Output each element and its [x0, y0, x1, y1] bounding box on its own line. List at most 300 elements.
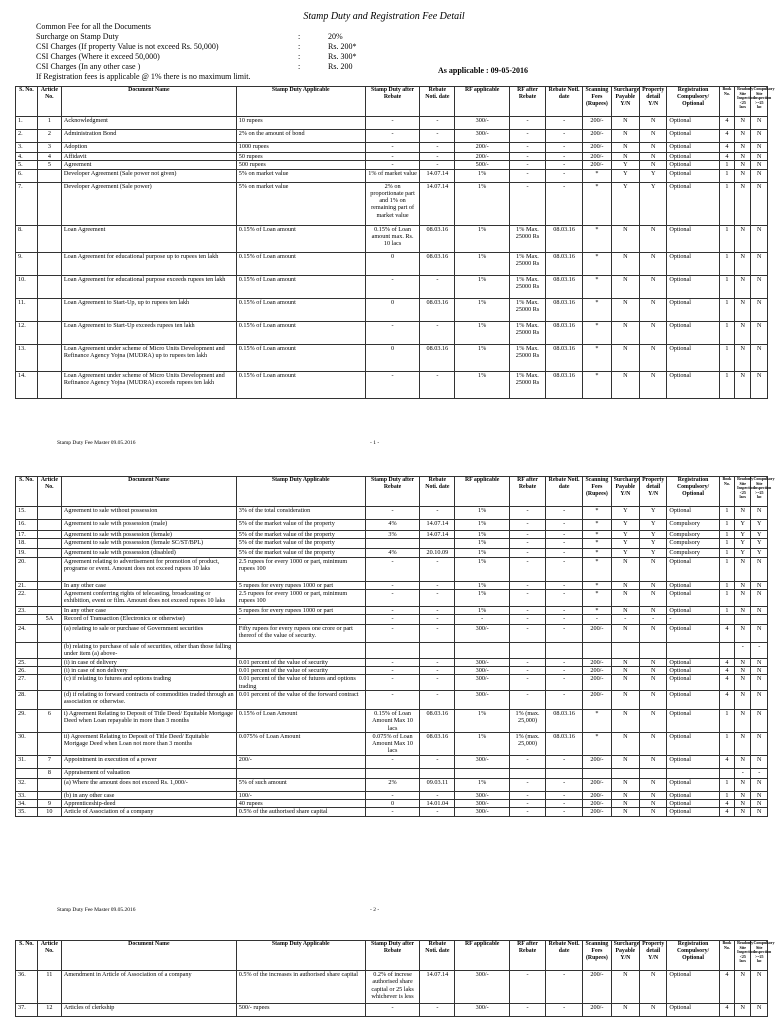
table-cell: 200/- — [583, 971, 611, 1004]
table-cell: Y — [611, 169, 639, 182]
table-cell: 1 — [719, 371, 734, 398]
table-cell: N — [611, 1004, 639, 1017]
table-cell: 200/- — [583, 755, 611, 768]
table-cell: 14.07.14 — [420, 531, 455, 539]
table-cell: Affidavit — [61, 153, 236, 161]
document-title: Stamp Duty and Registration Fee Detail — [303, 11, 465, 22]
table-cell: N — [751, 557, 768, 581]
page-footer: Stamp Duty Fee Master 09.05.2016 — [57, 907, 136, 913]
table-cell: 1% — [455, 606, 510, 614]
table-row — [16, 549, 768, 557]
table-cell: 1% of market value — [365, 169, 420, 182]
table-cell: * — [583, 709, 611, 732]
table-cell: - — [546, 182, 583, 225]
table-cell: - — [509, 1004, 545, 1017]
table-cell: N — [611, 667, 639, 675]
table-cell: 6 — [37, 709, 61, 732]
fee-label: CSI Charges (In any other case ) — [36, 62, 141, 71]
table-cell: N — [751, 130, 768, 143]
table-cell: N — [640, 755, 667, 768]
table-cell: N — [640, 321, 667, 344]
table-cell: Optional — [667, 321, 719, 344]
table-cell: 200/- — [583, 117, 611, 130]
table-cell: * — [583, 549, 611, 557]
table-cell: - — [611, 615, 639, 625]
table-cell: 1% Max. 25000 Rs — [509, 321, 545, 344]
table-cell — [546, 643, 583, 659]
table-cell: N — [735, 581, 751, 589]
table-cell: Agreement to sale with possession (female) — [61, 531, 236, 539]
table-cell: N — [751, 732, 768, 755]
table-cell: (d) if relating to forward contracts of commodities traded through an association or otherwise. — [61, 690, 236, 709]
table-cell: 33. — [16, 791, 38, 799]
table-cell: * — [583, 252, 611, 275]
table-cell: 1 — [719, 225, 734, 252]
table-cell: 1 — [37, 117, 61, 130]
table-cell: Optional — [667, 252, 719, 275]
table-cell: N — [735, 169, 751, 182]
table-cell: 2% on the amount of bond — [236, 130, 365, 143]
table-cell: - — [509, 755, 545, 768]
table-cell: - — [546, 549, 583, 557]
table-cell: 08.03.16 — [546, 298, 583, 321]
table-cell: - — [546, 778, 583, 791]
table-cell: 300/- — [455, 755, 510, 768]
table-cell: N — [735, 625, 751, 643]
table-cell: 5A — [37, 615, 61, 625]
table-cell: Y — [640, 549, 667, 557]
table-cell: Loan Agreement to Start-Up, up to rupees ten lakh — [61, 298, 236, 321]
table-cell: 5% of the market value of the property — [236, 549, 365, 557]
stamp-duty-table-page-2 — [15, 476, 775, 817]
table-cell: - — [509, 658, 545, 666]
table-cell: 0.075% of Loan Amount Max 10 lacs — [365, 732, 420, 755]
table-cell: (a) Where the amount does not exceed Rs. 1,000/- — [61, 778, 236, 791]
table-cell: 4 — [719, 658, 734, 666]
table-cell: Agreement to sale with possession (male) — [61, 520, 236, 531]
table-row — [16, 1004, 768, 1017]
table-cell: 5% of such amount — [236, 778, 365, 791]
table-cell: Y — [735, 531, 751, 539]
column-header: Compulsory Site Inspection >=25 lac — [751, 941, 768, 971]
table-cell: 1. — [16, 117, 38, 130]
table-cell — [37, 658, 61, 666]
table-cell: 4 — [719, 755, 734, 768]
table-cell: N — [640, 298, 667, 321]
table-cell: - — [546, 539, 583, 549]
table-cell: Optional — [667, 507, 719, 520]
table-cell: i) Agreement Relating to Deposit of Title Deed/ Equitable Mortgage Deed when Loan repayable in more than 3 months — [61, 709, 236, 732]
table-row — [16, 581, 768, 589]
table-cell: 500 rupees — [236, 161, 365, 169]
table-row — [16, 667, 768, 675]
table-cell: - — [420, 143, 455, 153]
table-cell: 2% — [365, 778, 420, 791]
table-cell: 1 — [719, 252, 734, 275]
table-cell: - — [365, 690, 420, 709]
table-cell: 4 — [719, 117, 734, 130]
table-row — [16, 615, 768, 625]
table-cell: Optional — [667, 371, 719, 398]
table-cell: 2.5 rupees for every 1000 or part, minimum rupees 100 — [236, 557, 365, 581]
table-cell — [37, 643, 61, 659]
table-cell: Y — [611, 520, 639, 531]
table-cell: - — [420, 1004, 455, 1017]
table-cell — [583, 768, 611, 778]
table-cell: 08.03.16 — [420, 709, 455, 732]
table-cell: N — [751, 169, 768, 182]
table-cell: Administration Bond — [61, 130, 236, 143]
table-cell: 300/- — [455, 117, 510, 130]
table-cell: 4 — [37, 153, 61, 161]
table-cell: 4 — [719, 808, 734, 816]
column-header: RF applicable — [455, 87, 510, 117]
table-cell: - — [583, 615, 611, 625]
table-cell: 0.15% of Loan amount — [236, 371, 365, 398]
fee-value: Rs. 200* — [328, 42, 357, 51]
table-cell: N — [735, 1004, 751, 1017]
table-cell: - — [509, 161, 545, 169]
table-cell: N — [735, 344, 751, 371]
table-cell: 300/- — [455, 808, 510, 816]
table-cell: N — [735, 252, 751, 275]
table-row — [16, 275, 768, 298]
table-header-row — [16, 477, 768, 507]
table-cell: N — [611, 143, 639, 153]
table-cell: Optional — [667, 971, 719, 1004]
table-row — [16, 130, 768, 143]
table-cell: 0 — [365, 344, 420, 371]
table-cell: 09.03.11 — [420, 778, 455, 791]
table-cell: N — [735, 690, 751, 709]
table-cell — [37, 539, 61, 549]
table-cell: Y — [751, 539, 768, 549]
table-cell: 16. — [16, 520, 38, 531]
table-row — [16, 557, 768, 581]
table-cell: Loan Agreement under scheme of Micro Units Development and Refinance Agency Yojna (MUDRA) exceeds rupees ten lakh — [61, 371, 236, 398]
table-cell: 1% (max. 25,000) — [509, 709, 545, 732]
table-cell: 200/- — [583, 690, 611, 709]
column-header: Article No. — [37, 87, 61, 117]
fee-line — [36, 62, 438, 72]
table-cell: Y — [640, 520, 667, 531]
table-cell: N — [611, 791, 639, 799]
table-cell: N — [751, 971, 768, 1004]
table-cell: 35. — [16, 808, 38, 816]
table-cell: Developer Agreement (Sale power not given) — [61, 169, 236, 182]
table-cell: 36. — [16, 971, 38, 1004]
table-cell: 1000 rupees — [236, 143, 365, 153]
table-cell: 4. — [16, 153, 38, 161]
table-cell: 4 — [719, 143, 734, 153]
table-cell: N — [611, 298, 639, 321]
table-cell — [16, 643, 38, 659]
table-cell: - — [546, 130, 583, 143]
fee-value: Rs. 300* — [328, 52, 357, 61]
table-cell: * — [583, 557, 611, 581]
table-cell: Y — [751, 549, 768, 557]
table-cell: - — [546, 690, 583, 709]
table-cell: 300/- — [455, 791, 510, 799]
table-cell: 5% of the market value of the property — [236, 539, 365, 549]
table-cell: 1 — [719, 778, 734, 791]
table-cell: 15. — [16, 507, 38, 520]
table-cell: 1 — [719, 581, 734, 589]
table-cell: 0.15% of Loan amount max. Rs. 10 lacs — [365, 225, 420, 252]
table-cell: 0.15% of Loan Amount Max 10 lacs — [365, 709, 420, 732]
table-cell: 300/- — [455, 971, 510, 1004]
table-cell: - — [455, 615, 510, 625]
table-cell — [611, 768, 639, 778]
table-cell: 200/- — [583, 791, 611, 799]
table-cell: - — [365, 161, 420, 169]
table-cell: 1% — [455, 520, 510, 531]
column-header: Book No. — [719, 941, 734, 971]
table-cell — [365, 768, 420, 778]
table-cell: - — [509, 557, 545, 581]
table-cell: - — [509, 169, 545, 182]
table-cell: 4 — [719, 675, 734, 691]
table-cell: - — [751, 768, 768, 778]
table-cell — [37, 732, 61, 755]
table-cell: 1% Max. 25000 Rs — [509, 252, 545, 275]
table-cell: 34. — [16, 800, 38, 808]
table-cell: 200/- — [583, 625, 611, 643]
table-row — [16, 675, 768, 691]
table-cell: - — [509, 520, 545, 531]
table-cell: * — [583, 581, 611, 589]
table-cell: N — [735, 225, 751, 252]
column-header: Compulsory Site Inspection >=25 lac — [751, 87, 768, 117]
table-cell: N — [611, 275, 639, 298]
table-cell: 17. — [16, 531, 38, 539]
column-header: Surcharge Payable Y/N — [611, 941, 639, 971]
table-cell: 5 — [37, 161, 61, 169]
table-header-row — [16, 941, 768, 971]
page-number: - 2 - — [370, 907, 380, 913]
table-cell: * — [583, 589, 611, 606]
table-cell: 25. — [16, 658, 38, 666]
table-cell: - — [546, 153, 583, 161]
table-cell: N — [735, 161, 751, 169]
table-cell: Optional — [667, 808, 719, 816]
table-cell — [719, 643, 734, 659]
table-cell: N — [640, 690, 667, 709]
table-cell: 1 — [719, 507, 734, 520]
table-cell: 9 — [37, 800, 61, 808]
table-cell: Amendment in Article of Association of a company — [61, 971, 236, 1004]
table-cell: N — [735, 971, 751, 1004]
table-cell: * — [583, 732, 611, 755]
table-cell: 0.15% of Loan amount — [236, 344, 365, 371]
table-row — [16, 539, 768, 549]
table-cell: 0.15% of Loan amount — [236, 252, 365, 275]
table-cell: - — [546, 557, 583, 581]
table-cell: N — [611, 371, 639, 398]
table-cell: N — [735, 589, 751, 606]
table-cell: 08.03.16 — [546, 225, 583, 252]
table-cell: - — [420, 667, 455, 675]
table-cell: - — [509, 606, 545, 614]
table-cell: Compulsory — [667, 531, 719, 539]
table-cell: Optional — [667, 298, 719, 321]
table-cell: 200/- — [583, 130, 611, 143]
table-cell: - — [420, 625, 455, 643]
table-cell: (b) in any other case — [61, 791, 236, 799]
table-cell: 200/- — [583, 658, 611, 666]
table-cell: Articles of clerkship — [61, 1004, 236, 1017]
fee-colon: : — [298, 52, 301, 61]
table-cell: Loan Agreement for educational purpose exceeds rupees ten lakh — [61, 275, 236, 298]
table-cell — [509, 768, 545, 778]
column-header: Article No. — [37, 477, 61, 507]
table-cell: 1 — [719, 275, 734, 298]
table-cell: Apprenticeship-deed — [61, 800, 236, 808]
table-row — [16, 225, 768, 252]
table-row — [16, 732, 768, 755]
table-cell — [37, 275, 61, 298]
table-cell — [37, 791, 61, 799]
table-cell: 1% — [455, 298, 510, 321]
table-cell — [37, 625, 61, 643]
table-cell: 08.03.16 — [420, 252, 455, 275]
table-cell: N — [751, 589, 768, 606]
table-cell: (i) in case of delivery — [61, 658, 236, 666]
table-cell: N — [640, 808, 667, 816]
table-cell: Compulsory — [667, 539, 719, 549]
table-cell: - — [546, 589, 583, 606]
table-cell: 22. — [16, 589, 38, 606]
table-cell: 12. — [16, 321, 38, 344]
table-cell: 40 rupees — [236, 800, 365, 808]
table-cell: N — [735, 507, 751, 520]
table-cell: 1 — [719, 589, 734, 606]
table-cell: - — [509, 667, 545, 675]
table-cell: (i) in case of non delivery — [61, 667, 236, 675]
table-row — [16, 298, 768, 321]
table-cell: 1% Max. 25000 Rs — [509, 225, 545, 252]
table-cell: N — [751, 225, 768, 252]
table-cell: 5% of the market value of the property — [236, 531, 365, 539]
column-header: S. No. — [16, 477, 38, 507]
table-cell: N — [640, 153, 667, 161]
table-cell: N — [735, 371, 751, 398]
table-cell: Compulsory — [667, 549, 719, 557]
column-header: RF after Rebate — [509, 477, 545, 507]
table-cell: 9. — [16, 252, 38, 275]
table-cell — [37, 589, 61, 606]
table-cell: - — [420, 321, 455, 344]
table-cell: N — [751, 581, 768, 589]
table-cell: N — [640, 557, 667, 581]
table-cell: 23. — [16, 606, 38, 614]
table-cell: 4 — [719, 800, 734, 808]
table-cell — [37, 557, 61, 581]
table-cell: 200/- — [583, 675, 611, 691]
table-cell: N — [751, 143, 768, 153]
table-cell: Fifty rupees for every rupees one crore or part thereof of the value of security. — [236, 625, 365, 643]
fee-colon: : — [298, 62, 301, 71]
table-cell: 14.07.14 — [420, 520, 455, 531]
table-cell: N — [751, 117, 768, 130]
table-cell: 200/- — [583, 667, 611, 675]
table-cell: N — [751, 252, 768, 275]
table-cell: 5. — [16, 161, 38, 169]
table-cell: - — [365, 153, 420, 161]
table-row — [16, 791, 768, 799]
fee-line — [36, 42, 438, 52]
table-cell: N — [640, 971, 667, 1004]
table-cell: Y — [611, 182, 639, 225]
table-cell: - — [751, 643, 768, 659]
table-cell: 4% — [365, 520, 420, 531]
table-cell: N — [735, 755, 751, 768]
column-header: Surcharge Payable Y/N — [611, 477, 639, 507]
table-cell: 13. — [16, 344, 38, 371]
column-header: RF after Rebate — [509, 941, 545, 971]
column-header: Stamp Duty after Rebate — [365, 477, 420, 507]
table-row — [16, 625, 768, 643]
table-cell — [420, 768, 455, 778]
table-cell: - — [735, 768, 751, 778]
table-cell: Y — [640, 182, 667, 225]
table-cell: N — [735, 658, 751, 666]
table-cell: 1 — [719, 321, 734, 344]
fee-colon: : — [298, 32, 301, 41]
table-cell: 1 — [719, 161, 734, 169]
column-header: Rebate Noti. date — [420, 941, 455, 971]
table-cell: Loan Agreement to Start-Up exceeds rupees ten lakh — [61, 321, 236, 344]
table-cell: - — [509, 182, 545, 225]
table-cell: 11 — [37, 971, 61, 1004]
table-cell: 500/- rupees — [236, 1004, 365, 1017]
table-cell: N — [611, 732, 639, 755]
table-row — [16, 143, 768, 153]
table-cell — [37, 690, 61, 709]
table-cell: N — [611, 557, 639, 581]
fee-colon — [298, 22, 328, 32]
table-cell: 1 — [719, 182, 734, 225]
table-cell: 0.01 percent of the value of futures and options trading — [236, 675, 365, 691]
table-cell: N — [751, 808, 768, 816]
table-cell: 300/- — [455, 1004, 510, 1017]
table-cell: 1% — [455, 321, 510, 344]
table-cell: Y — [640, 169, 667, 182]
table-cell: Y — [611, 161, 639, 169]
table-cell: Appraisement of valuation — [61, 768, 236, 778]
table-row — [16, 520, 768, 531]
fee-label: CSI Charges (Where it exceed 50,000) — [36, 52, 160, 61]
table-cell: 5 rupees for every rupees 1000 or part — [236, 606, 365, 614]
table-cell: N — [735, 808, 751, 816]
table-cell: 200/- — [583, 1004, 611, 1017]
table-cell: - — [420, 153, 455, 161]
table-cell: 32. — [16, 778, 38, 791]
table-cell: N — [735, 182, 751, 225]
table-cell: 0.2% of increse authorised share capital or 25 laks whichever is less — [365, 971, 420, 1004]
table-cell: * — [583, 275, 611, 298]
table-cell: 1% — [455, 182, 510, 225]
table-cell: N — [751, 507, 768, 520]
table-cell: N — [640, 589, 667, 606]
table-cell: Optional — [667, 117, 719, 130]
table-cell: N — [751, 161, 768, 169]
table-cell: - — [509, 589, 545, 606]
table-cell: Optional — [667, 143, 719, 153]
table-cell — [37, 507, 61, 520]
table-cell: N — [751, 778, 768, 791]
table-cell: N — [735, 321, 751, 344]
